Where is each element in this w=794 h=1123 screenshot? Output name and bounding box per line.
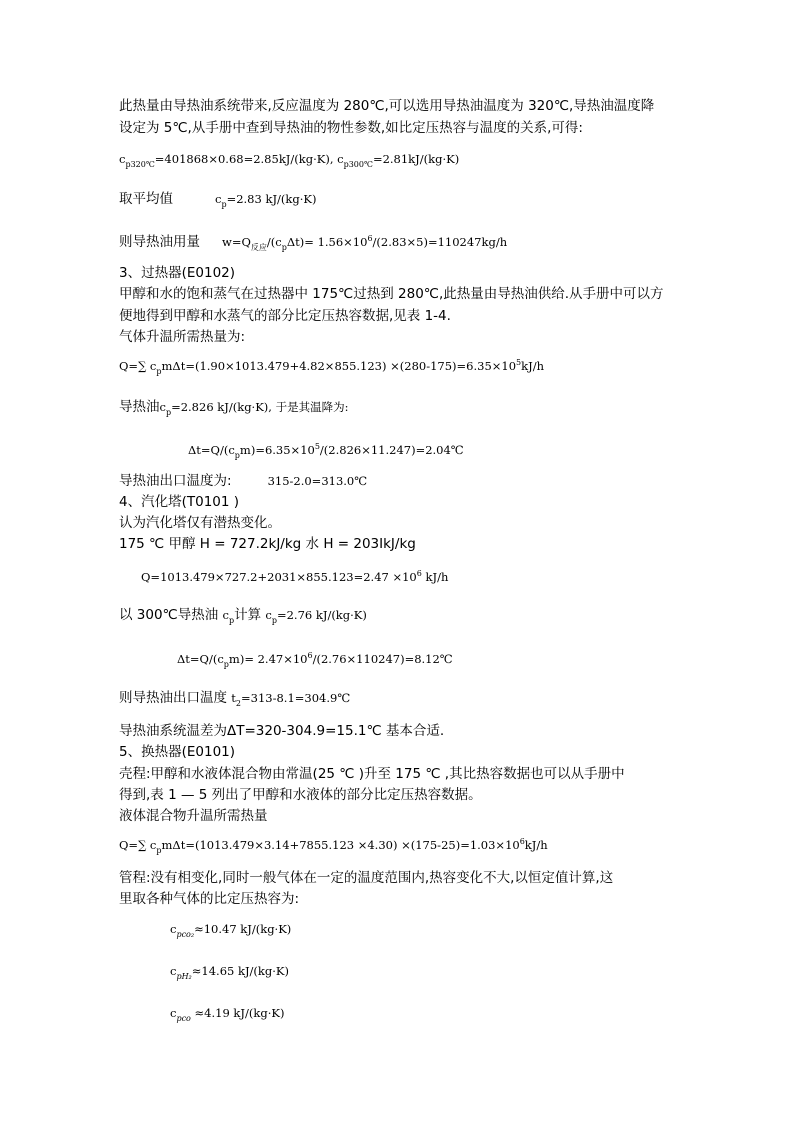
paragraph-line: 液体混合物升温所需热量 [119, 808, 268, 824]
paragraph-line: 设定为 5℃,从手册中查到导热油的物性参数,如比定压热容与温度的关系,可得: [119, 120, 583, 136]
paragraph-line: 管程:没有相变化,同时一般气体在一定的温度范围内,热容变化不大,以恒定值计算,这 [119, 870, 614, 886]
section-title: 4、汽化塔(T0101 ) [119, 494, 240, 510]
paragraph-line: 得到,表 1 — 5 列出了甲醇和水液体的部分比定压热容数据。 [119, 787, 482, 803]
oil-cp-line: 导热油$c_p=2.826$ kJ/(kg·K), 于是其温降为: [119, 399, 349, 417]
oil-outlet-line: 导热油出口温度为: 315-2.0=313.0℃ [119, 473, 368, 489]
formula-dt: $\Delta t=Q/(c_pm)=6.35\times 10^5/(2.826\times 11.247)=2.04℃$ [188, 442, 464, 460]
gas-cp-co: $c_{pco} \approx 4.19$ kJ/(kg·K) [170, 1006, 285, 1023]
gas-cp-h2: $c_{pH_2}\approx 14.65$ kJ/(kg·K) [170, 964, 289, 981]
formula-dt2: $\Delta t=Q/(c_pm)=$ $2.47\times 10^6/(2.76\times 110247)=8.12℃$ [177, 651, 453, 669]
formula-latent: $Q=1013.479\times 727.2+2031\times 855.123=2.47 \times 10^6$ kJ/h [141, 569, 449, 584]
paragraph-line: 认为汽化塔仅有潜热变化。 [119, 515, 281, 531]
oil-usage-line: 则导热油用量 $w=Q_{反应}/(c_p\Delta t)= 1.56\times 10^6/(2.83\times 5)=110247kg/h$ [119, 234, 508, 252]
oil-300-line: 以 300℃导热油 $c_p$计算 $c_p=2.76$ kJ/(kg·K) [119, 607, 367, 625]
paragraph-line: 壳程:甲醇和水液体混合物由常温(25 ℃ )升至 175 ℃ ,其比热容数据也可以从手册中 [119, 766, 625, 782]
paragraph-line: 导热油系统温差为ΔT=320-304.9=15.1℃ 基本合适. [119, 723, 445, 739]
paragraph-line: 此热量由导热油系统带来,反应温度为 280℃,可以选用导热油温度为 320℃,导热油温度降 [119, 98, 655, 114]
formula-cp: $c_{p320℃}=401868\times 0.68=2.85kJ/(kg\cdot K)$, $c_{p300℃}=2.81kJ/(kg\cdot K)$ [119, 152, 460, 169]
average-line: 取平均值 $c_p=2.83$ kJ/(kg·K) [119, 191, 317, 209]
paragraph-line: 气体升温所需热量为: [119, 329, 246, 345]
gas-cp-co2: $c_{pco_2}\approx 10.47$ kJ/(kg·K) [170, 922, 292, 939]
paragraph-line: 里取各种气体的比定压热容为: [119, 891, 300, 907]
paragraph-line: 便地得到甲醇和水蒸气的部分比定压热容数据,见表 1-4. [119, 308, 451, 324]
section-title: 3、过热器(E0102) [119, 265, 236, 281]
paragraph-line: 175 ℃ 甲醇 H = 727.2kJ/kg 水 H = 203IkJ/kg [119, 536, 416, 552]
section-title: 5、换热器(E0101) [119, 744, 236, 760]
paragraph-line: 甲醇和水的饱和蒸气在过热器中 175℃过热到 280℃,此热量由导热油供给.从手册中可以方 [119, 286, 664, 302]
oil-outlet-temp-line: 则导热油出口温度 $t_2=313-8.1=304.9℃$ [119, 690, 351, 708]
formula-heat: Q=∑ $c_pm\Delta t=(1.90\times 1013.479+4.82\times 855.123) \times(280-175)=6.35\times 10^5kJ/h$ [119, 358, 545, 376]
formula-liquid-heat: Q=∑ $c_pm\Delta t=(1013.479\times 3.14+7855.123 \times 4.30) \times(175-25)=1.03\times 10^6kJ/h$ [119, 837, 548, 855]
